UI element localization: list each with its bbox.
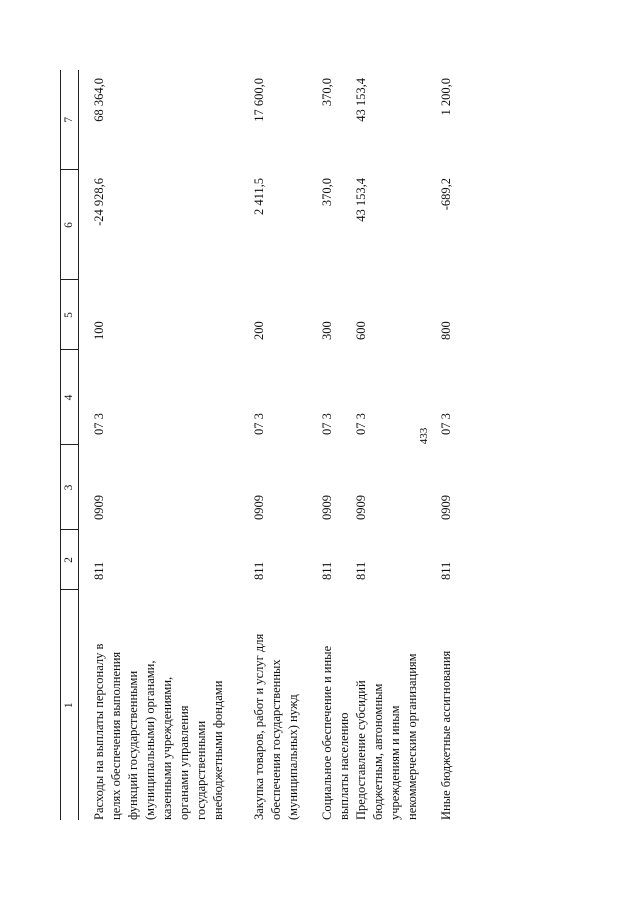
budget-table [60,70,455,820]
target-item-cell: 07 3 [320,413,334,435]
section-code-cell: 0909 [354,495,368,520]
header-col-1: 1 [61,590,79,820]
header-col-5: 5 [61,280,79,350]
name-line: обеспечения государственных [269,659,283,820]
name-line: Расходы на выплаты персоналу в [92,643,106,820]
table-rotation-wrapper [60,70,500,820]
name-line: (муниципальными) органами, [143,660,157,820]
name-line: учреждениям и иным [388,705,402,820]
change-amount-cell: 370,0 [320,178,334,207]
name-line: некоммерческим организациям [405,653,419,820]
target-item-cell: 07 3 [92,413,106,435]
total-amount-cell: 17 600,0 [252,78,266,122]
name-line: целях обеспечения выполнения [109,651,123,820]
row-name-cell [79,590,252,820]
total-amount-cell: 370,0 [320,78,334,107]
header-col-6: 6 [61,170,79,280]
name-line: государственными [194,720,208,820]
name-line: бюджетным, автономным [371,683,385,820]
section-code-cell: 0909 [92,495,106,520]
name-line: Предоставление субсидий [354,680,368,820]
total-amount-cell: 68 364,0 [92,78,106,122]
table-header-row [61,70,79,820]
table-row [319,70,353,820]
change-amount-cell: 43 153,4 [354,178,368,222]
target-item-cell: 07 3 [354,413,368,435]
name-line: казенными учреждениями, [160,676,174,820]
change-amount-cell: 2 411,5 [252,178,266,216]
page-number: 433 [418,427,430,445]
row-name-cell [251,590,319,820]
name-line: внебюджетными фондами [211,680,225,820]
rotated-table-area [60,70,500,820]
ministry-code-cell: 811 [320,561,334,580]
section-code-cell: 0909 [252,495,266,520]
table-row [353,70,438,820]
change-amount-cell: -689,2 [439,178,453,211]
row-name-cell [319,590,353,820]
target-item-cell: 07 3 [252,413,266,435]
expense-type-cell: 600 [354,321,368,340]
change-amount-cell: -24 928,6 [92,178,106,226]
expense-type-cell: 200 [252,321,266,340]
table-row [438,70,455,820]
row-name-cell [438,590,455,820]
name-line: (муниципальных) нужд [286,694,300,820]
header-col-4: 4 [61,350,79,445]
section-code-cell: 0909 [439,495,453,520]
header-col-7: 7 [61,70,79,170]
name-line: выплаты населению [337,712,351,820]
ministry-code-cell: 811 [354,561,368,580]
section-code-cell: 0909 [320,495,334,520]
expense-type-cell: 300 [320,321,334,340]
name-line: органами управления [177,705,191,820]
ministry-code-cell: 811 [439,561,453,580]
ministry-code-cell: 811 [252,561,266,580]
target-item-cell: 07 3 [439,413,453,435]
row-name-cell [353,590,438,820]
total-amount-cell: 43 153,4 [354,78,368,122]
ministry-code-cell: 811 [92,561,106,580]
name-line: функций государственными [126,670,140,820]
total-amount-cell: 1 200,0 [439,78,453,116]
name-line: Закупка товаров, работ и услуг для [252,633,266,820]
header-col-3: 3 [61,445,79,530]
name-line: Иные бюджетные ассигнования [439,650,453,820]
expense-type-cell: 100 [92,321,106,340]
expense-type-cell: 800 [439,321,453,340]
table-row [79,70,252,820]
name-line: Социальное обеспечение и иные [320,645,334,820]
header-col-2: 2 [61,530,79,590]
table-row [251,70,319,820]
